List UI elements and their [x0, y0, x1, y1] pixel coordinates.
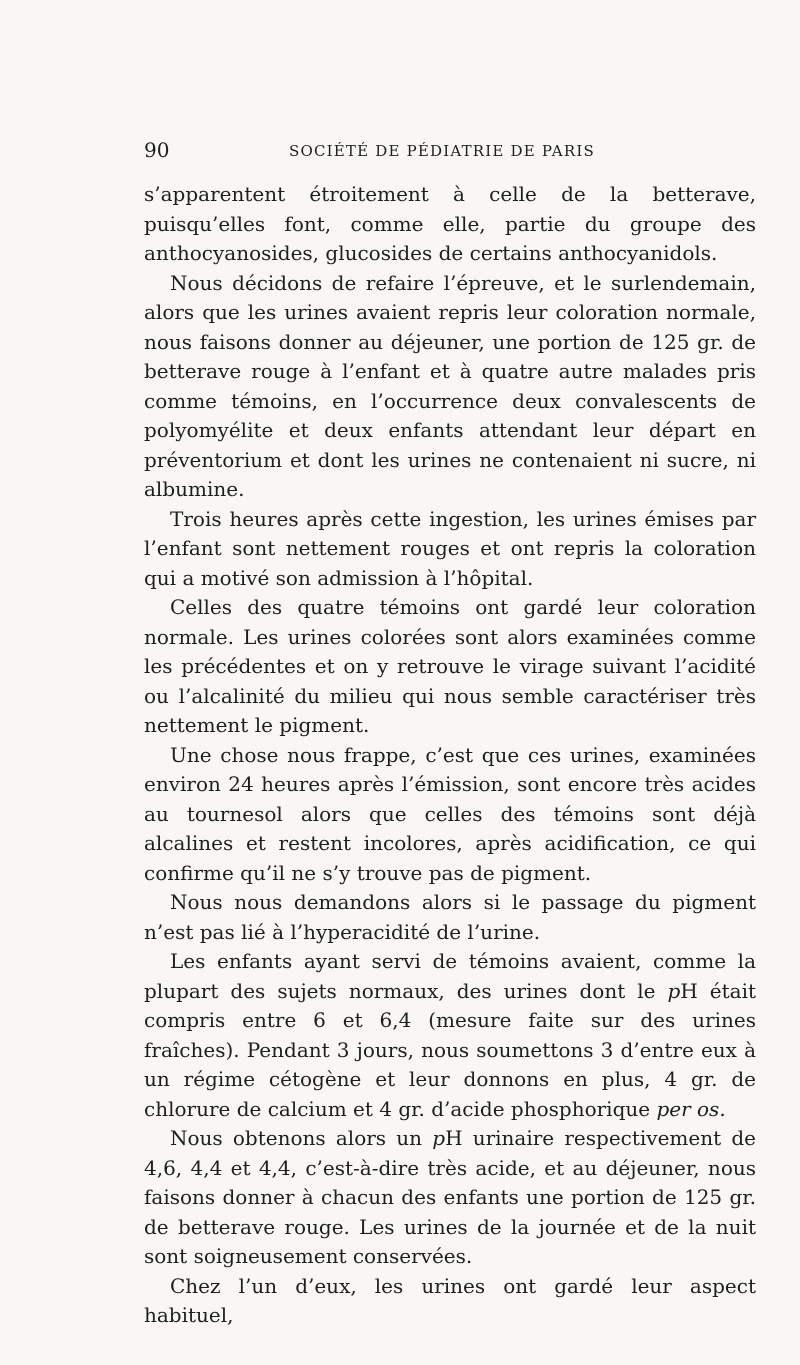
body-text — [144, 180, 756, 1331]
paragraph-7-text-b: H était compris entre 6 et 6,4 (mesure faite sur des urines fraîches). Pendant 3 jours, nous soumettons 3 d’entre eux à un régime cétogène et leur donnons en plus, 4 gr. de chlorure de calcium et 4 gr. d’acide phosphorique — [144, 978, 756, 1121]
paragraph-5: Une chose nous frappe, c’est que ces urines, examinées environ 24 heures après l’émission, sont encore très acides au tournesol alors que celles des témoins sont déjà alcalines et restent incolores, après acidification, ce qui confirme qu’il ne s’y trouve pas de pigment. — [144, 742, 756, 885]
page-header — [144, 136, 756, 164]
ph-italic-p: p — [432, 1126, 446, 1150]
paragraph-9: Chez l’un d’eux, les urines ont gardé leur aspect habituel, — [144, 1273, 756, 1327]
paragraph-7-text-a: Les enfants ayant servi de témoins avaient, comme la plupart des sujets normaux, des urines dont le — [144, 949, 756, 1003]
paragraph-8 — [144, 1124, 756, 1272]
page-number: 90 — [144, 138, 170, 162]
paragraph-8-text-a: Nous obtenons alors un — [170, 1126, 433, 1150]
paragraph-1: s’apparentent étroitement à celle de la betterave, puisqu’elles font, comme elle, partie du groupe des anthocyanosides, glucosides de certains anthocyanidols. — [144, 182, 756, 265]
paragraph-3: Trois heures après cette ingestion, les urines émises par l’enfant sont nettement rouges et ont repris la coloration qui a motivé son admission à l’hôpital. — [144, 506, 756, 590]
paragraph-4: Celles des quatre témoins ont gardé leur coloration normale. Les urines colorées sont alors examinées comme les précédentes et on y retrouve le virage suivant l’acidité ou l’alcalinité du milieu qui nous semble caractériser très nettement le pigment. — [144, 595, 756, 737]
running-title: SOCIÉTÉ DE PÉDIATRIE DE PARIS — [289, 142, 595, 160]
paragraph-8-text-b: H urinaire respectivement de 4,6, 4,4 et 4,4, c’est-à-dire très acide, et au déjeuner, nous faisons donner à chacun des enfants une portion de 125 gr. de betterave rouge. Les urines de la journée et de la nuit sont soigneusement conservées. — [144, 1126, 756, 1268]
paragraph-6: Nous nous demandons alors si le passage du pigment n’est pas lié à l’hyperacidité de l’urine. — [144, 890, 756, 944]
paragraph-7 — [144, 947, 756, 1124]
paragraph-2: Nous décidons de refaire l’épreuve, et le surlendemain, alors que les urines avaient repris leur coloration normale, nous faisons donner au déjeuner, une portion de 125 gr. de betterave rouge à l’enfant et à quatre autre malades pris comme témoins, en l’occurrence deux convalescents de polyomyélite et deux enfants attendant leur départ en préventorium et dont les urines ne contenaient ni sucre, ni albumine. — [144, 270, 756, 501]
per-os-italic: per os. — [656, 1096, 726, 1121]
ph-italic-p: p — [667, 978, 681, 1003]
